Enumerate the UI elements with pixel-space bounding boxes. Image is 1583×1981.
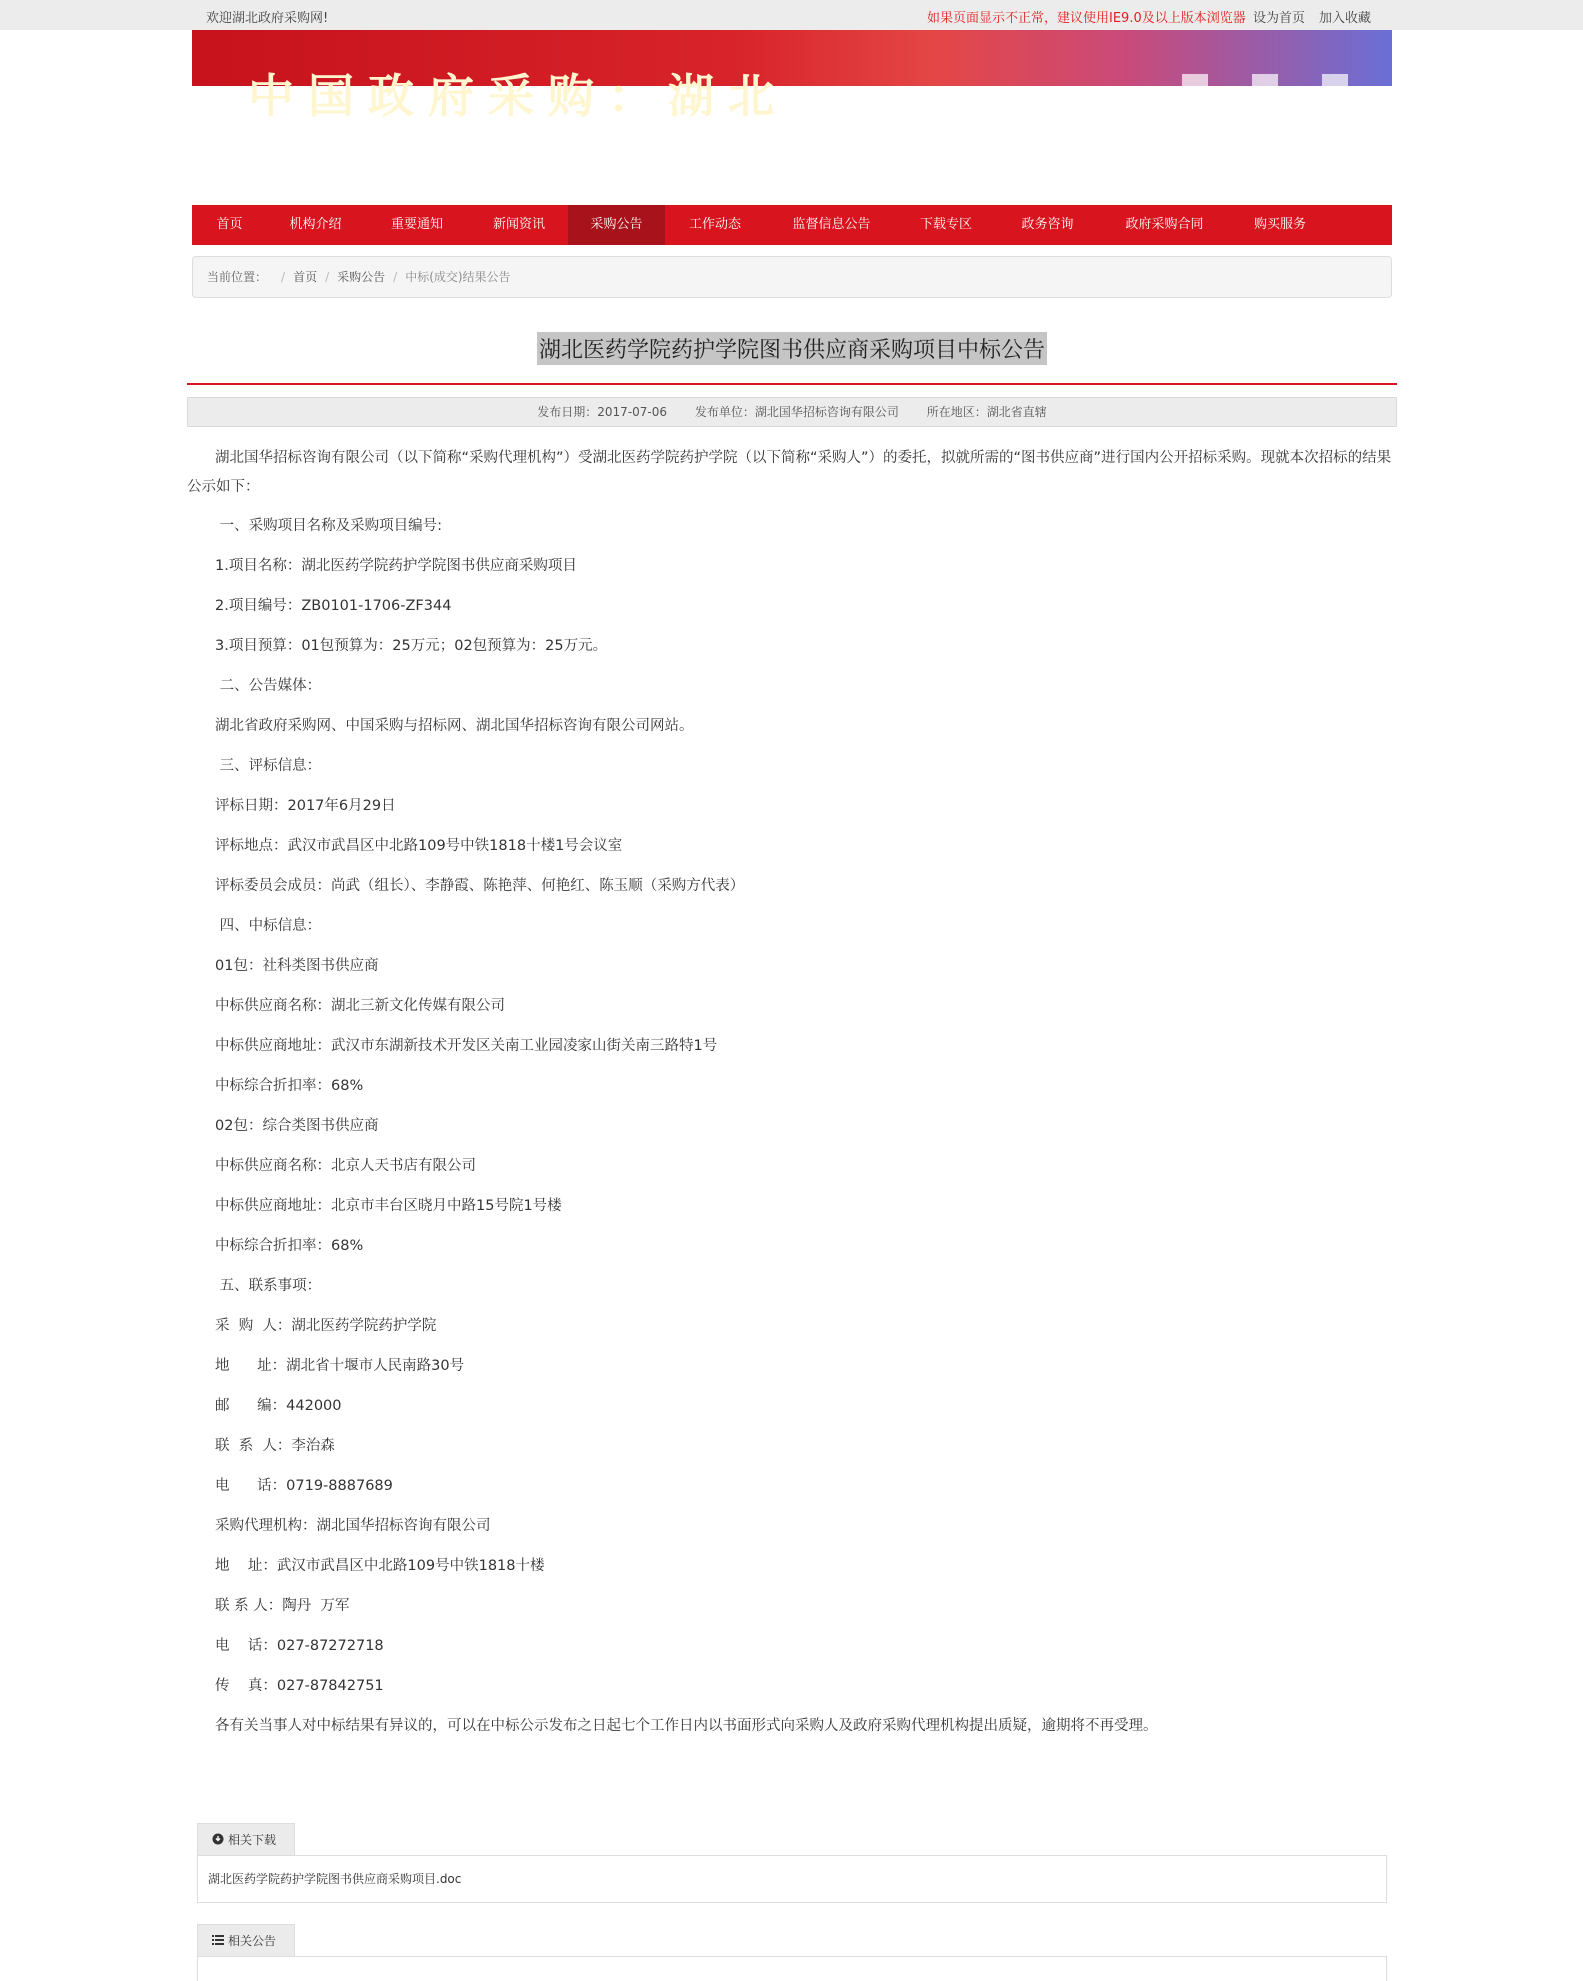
nav-item-supervision[interactable]: 监督信息公告 xyxy=(792,217,871,232)
region: 所在地区：湖北省直辖 xyxy=(926,405,1047,419)
browser-notice: 如果页面显示不正常，建议使用IE9.0及以上版本浏览器 xyxy=(927,11,1246,26)
breadcrumb-section[interactable]: 采购公告 xyxy=(337,270,386,284)
banner-title: 中国政府采购：湖北 xyxy=(248,69,788,123)
article-line: 各有关当事人对中标结果有异议的，可以在中标公示发布之日起七个工作日内以书面形式向采购人及政府采购代理机构提出质疑，逾期将不再受理。 xyxy=(215,1718,1158,1734)
nav-item-contracts[interactable]: 政府采购合同 xyxy=(1125,217,1204,232)
nav-item-services[interactable]: 购买服务 xyxy=(1253,217,1306,232)
list-icon xyxy=(212,1934,224,1946)
article-line: 中标综合折扣率：68% xyxy=(215,1078,364,1094)
article-body xyxy=(187,444,1397,1752)
article-line: 传 真：027-87842751 xyxy=(215,1678,384,1694)
downloads-panel xyxy=(197,1855,1387,1903)
article-line: 二、公告媒体： xyxy=(215,678,322,694)
nav-item-procurement[interactable]: 采购公告 xyxy=(568,205,665,245)
article-line: 中标综合折扣率：68% xyxy=(215,1238,364,1254)
article-line: 中标供应商地址：武汉市东湖新技术开发区关南工业园凌家山街关南三路特1号 xyxy=(215,1038,718,1054)
publisher: 发布单位：湖北国华招标咨询有限公司 xyxy=(694,405,899,419)
article-line: 评标地点：武汉市武昌区中北路109号中铁1818十楼1号会议室 xyxy=(215,838,623,854)
article-line: 01包：社科类图书供应商 xyxy=(215,958,379,974)
related-panel xyxy=(197,1956,1387,1981)
article-line: 采购代理机构：湖北国华招标咨询有限公司 xyxy=(215,1518,491,1534)
nav-item-downloads[interactable]: 下载专区 xyxy=(919,217,972,232)
nav-item-consult[interactable]: 政务咨询 xyxy=(1021,217,1074,232)
breadcrumb: 当前位置： / 首页 / 采购公告 / 中标(成交)结果公告 xyxy=(192,256,1392,298)
nav-item-work[interactable]: 工作动态 xyxy=(688,217,741,232)
article-line: 中标供应商名称：北京人天书店有限公司 xyxy=(215,1158,476,1174)
article-line: 3.项目预算：01包预算为：25万元；02包预算为：25万元。 xyxy=(215,638,608,654)
article-line: 02包：综合类图书供应商 xyxy=(215,1118,379,1134)
download-file-link[interactable]: 湖北医药学院药护学院图书供应商采购项目.doc xyxy=(208,1872,462,1886)
article-line: 邮 编：442000 xyxy=(215,1398,342,1414)
breadcrumb-current: 中标(成交)结果公告 xyxy=(405,270,511,284)
nav-item-notices[interactable]: 重要通知 xyxy=(390,217,443,232)
downloads-tab-label: 相关下载 xyxy=(228,1833,277,1847)
publish-date: 发布日期：2017-07-06 xyxy=(537,405,668,419)
article-line: 采 购 人：湖北医药学院药护学院 xyxy=(215,1318,437,1334)
article-line: 评标委员会成员：尚武（组长）、李静霞、陈艳萍、何艳红、陈玉顺（采购方代表） xyxy=(215,878,745,894)
article-line: 地 址：湖北省十堰市人民南路30号 xyxy=(215,1358,465,1374)
article-title-wrap xyxy=(187,332,1397,365)
article-line: 联 系 人：陶丹 万军 xyxy=(215,1598,350,1614)
title-divider xyxy=(187,383,1397,385)
article-line: 2.项目编号：ZB0101-1706-ZF344 xyxy=(215,598,452,614)
article-meta xyxy=(187,397,1397,427)
article-line: 五、联系事项： xyxy=(215,1278,322,1294)
nav-item-about[interactable]: 机构介绍 xyxy=(289,217,342,232)
welcome-text: 欢迎湖北政府采购网! xyxy=(206,11,329,26)
article-line: 中标供应商地址：北京市丰台区晓月中路15号院1号楼 xyxy=(215,1198,562,1214)
article-line: 联 系 人：李治森 xyxy=(215,1438,335,1454)
article-line: 评标日期：2017年6月29日 xyxy=(215,798,396,814)
nav-item-news[interactable]: 新闻资讯 xyxy=(492,217,545,232)
article-line: 地 址：武汉市武昌区中北路109号中铁1818十楼 xyxy=(215,1558,545,1574)
article-line: 1.项目名称：湖北医药学院药护学院图书供应商采购项目 xyxy=(215,558,577,574)
article-line: 四、中标信息： xyxy=(215,918,322,934)
breadcrumb-prefix: 当前位置： xyxy=(207,270,268,284)
article-line: 一、采购项目名称及采购项目编号: xyxy=(215,518,442,534)
related-tab[interactable] xyxy=(197,1924,295,1956)
add-favorite-link[interactable]: 加入收藏 xyxy=(1319,11,1372,26)
article-line: 中标供应商名称：湖北三新文化传媒有限公司 xyxy=(215,998,505,1014)
download-circle-icon xyxy=(212,1833,224,1845)
downloads-tab[interactable] xyxy=(197,1823,295,1855)
article-line: 湖北省政府采购网、中国采购与招标网、湖北国华招标咨询有限公司网站。 xyxy=(215,718,694,734)
article-line: 电 话：027-87272718 xyxy=(215,1638,384,1654)
related-tab-label: 相关公告 xyxy=(228,1934,277,1948)
article-line: 三、评标信息： xyxy=(215,758,322,774)
breadcrumb-home[interactable]: 首页 xyxy=(293,270,318,284)
set-homepage-link[interactable]: 设为首页 xyxy=(1253,11,1306,26)
article-title: 湖北医药学院药护学院图书供应商采购项目中标公告 xyxy=(537,332,1047,365)
main-nav xyxy=(192,205,1392,245)
article-line: 电 话：0719-8887689 xyxy=(215,1478,393,1494)
nav-item-home[interactable]: 首页 xyxy=(216,217,243,232)
article-intro: 湖北国华招标咨询有限公司（以下简称“采购代理机构”）受湖北医药学院药护学院（以下简称“采购人”）的委托，拟就所需的“图书供应商”进行国内公开招标采购。现就本次招标的结果公示如下： xyxy=(187,450,1392,495)
top-bar xyxy=(0,0,1583,30)
site-banner xyxy=(192,30,1392,123)
banner-decoration xyxy=(1182,74,1422,86)
